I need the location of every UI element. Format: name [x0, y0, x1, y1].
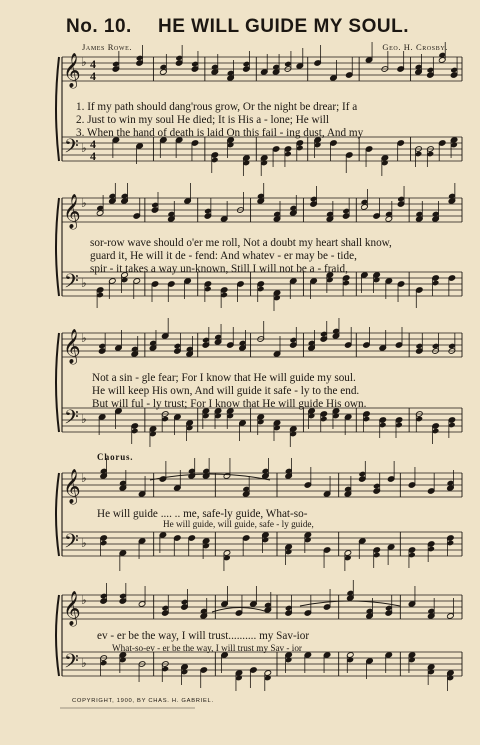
- lyric-verse1-line2: sor-row wave should o'er me roll, Not a doubt my heart shall know,: [90, 237, 392, 249]
- bass-clef-icon: 𝄢: [64, 271, 79, 297]
- time-signature-icon: 4: [90, 149, 96, 163]
- lyric-verse2-line1: 2. Just to win my soul He died; It is His a - lone; He will: [76, 114, 329, 126]
- lyric-verse2-line3: He will keep His own, And will guide it safe - ly to the end.: [92, 385, 360, 397]
- composer-credit: Geo. H. Crosby.: [382, 42, 448, 52]
- flat-sign-icon: ♭: [81, 412, 87, 426]
- lyric-verse1-line1: 1. If my path should dang'rous grow, Or the night be drear; If a: [76, 101, 358, 113]
- treble-clef-icon: 𝄞: [63, 329, 81, 364]
- flat-sign-icon: ♭: [81, 331, 87, 345]
- lyric-chorus-line1: He will guide .... .. me, safe-ly guide, What-so-: [97, 508, 308, 520]
- flat-sign-icon: ♭: [81, 656, 87, 670]
- time-signature-icon: 4: [90, 69, 96, 83]
- treble-clef-icon: 𝄞: [63, 194, 81, 229]
- lyric-chorus-bass-line2: What-so-ev - er be the way, I will trust my Sav - ior: [112, 643, 302, 653]
- flat-sign-icon: ♭: [81, 196, 87, 210]
- system-brace: [56, 595, 59, 676]
- flat-sign-icon: ♭: [81, 536, 87, 550]
- copyright-notice: COPYRIGHT, 1900, BY CHAS. H. GABRIEL.: [72, 698, 214, 704]
- hymn-number: No. 10.: [66, 16, 132, 37]
- lyric-chorus-bass-line1: He will guide, will guide, safe - ly guide,: [163, 519, 314, 529]
- chorus-label: Chorus.: [97, 452, 134, 462]
- time-signature-icon: 4: [90, 57, 96, 71]
- bass-clef-icon: 𝄢: [64, 531, 79, 557]
- flat-sign-icon: ♭: [81, 55, 87, 69]
- lyric-verse1-line3: Not a sin - gle fear; For I know that He will guide my soul.: [92, 372, 356, 384]
- flat-sign-icon: ♭: [81, 593, 87, 607]
- bass-clef-icon: 𝄢: [64, 136, 79, 162]
- bass-clef-icon: 𝄢: [64, 651, 79, 677]
- bass-clef-icon: 𝄢: [64, 407, 79, 433]
- lyric-chorus-line2: ev - er be the way, I will trust.......... my Sav-ior: [97, 630, 310, 642]
- treble-clef-icon: 𝄞: [63, 591, 81, 626]
- hymn-title: HE WILL GUIDE MY SOUL.: [158, 16, 409, 37]
- lyric-verse3-line3: But will ful - ly trust; For I know that He will guide His own.: [92, 398, 367, 410]
- lyric-verse3-line1: 3. When the hand of death is laid On this fail - ing dust, And my: [76, 127, 364, 139]
- author-credit: James Rowe.: [82, 42, 133, 52]
- flat-sign-icon: ♭: [81, 141, 87, 155]
- treble-clef-icon: 𝄞: [63, 53, 81, 88]
- time-signature-icon: 4: [90, 137, 96, 151]
- slur-tie: [300, 601, 400, 606]
- system-brace: [56, 473, 59, 556]
- lyric-verse2-line2: guard it, He will it de - fend: And whatev - er may be - tide,: [90, 250, 357, 262]
- system-brace: [56, 333, 59, 432]
- flat-sign-icon: ♭: [81, 471, 87, 485]
- flat-sign-icon: ♭: [81, 276, 87, 290]
- lyric-verse3-line2: spir - it takes a way un-known, Still I will not be a - fraid,: [90, 263, 348, 275]
- system-brace: [56, 198, 59, 296]
- system-brace: [56, 57, 59, 161]
- treble-clef-icon: 𝄞: [63, 469, 81, 504]
